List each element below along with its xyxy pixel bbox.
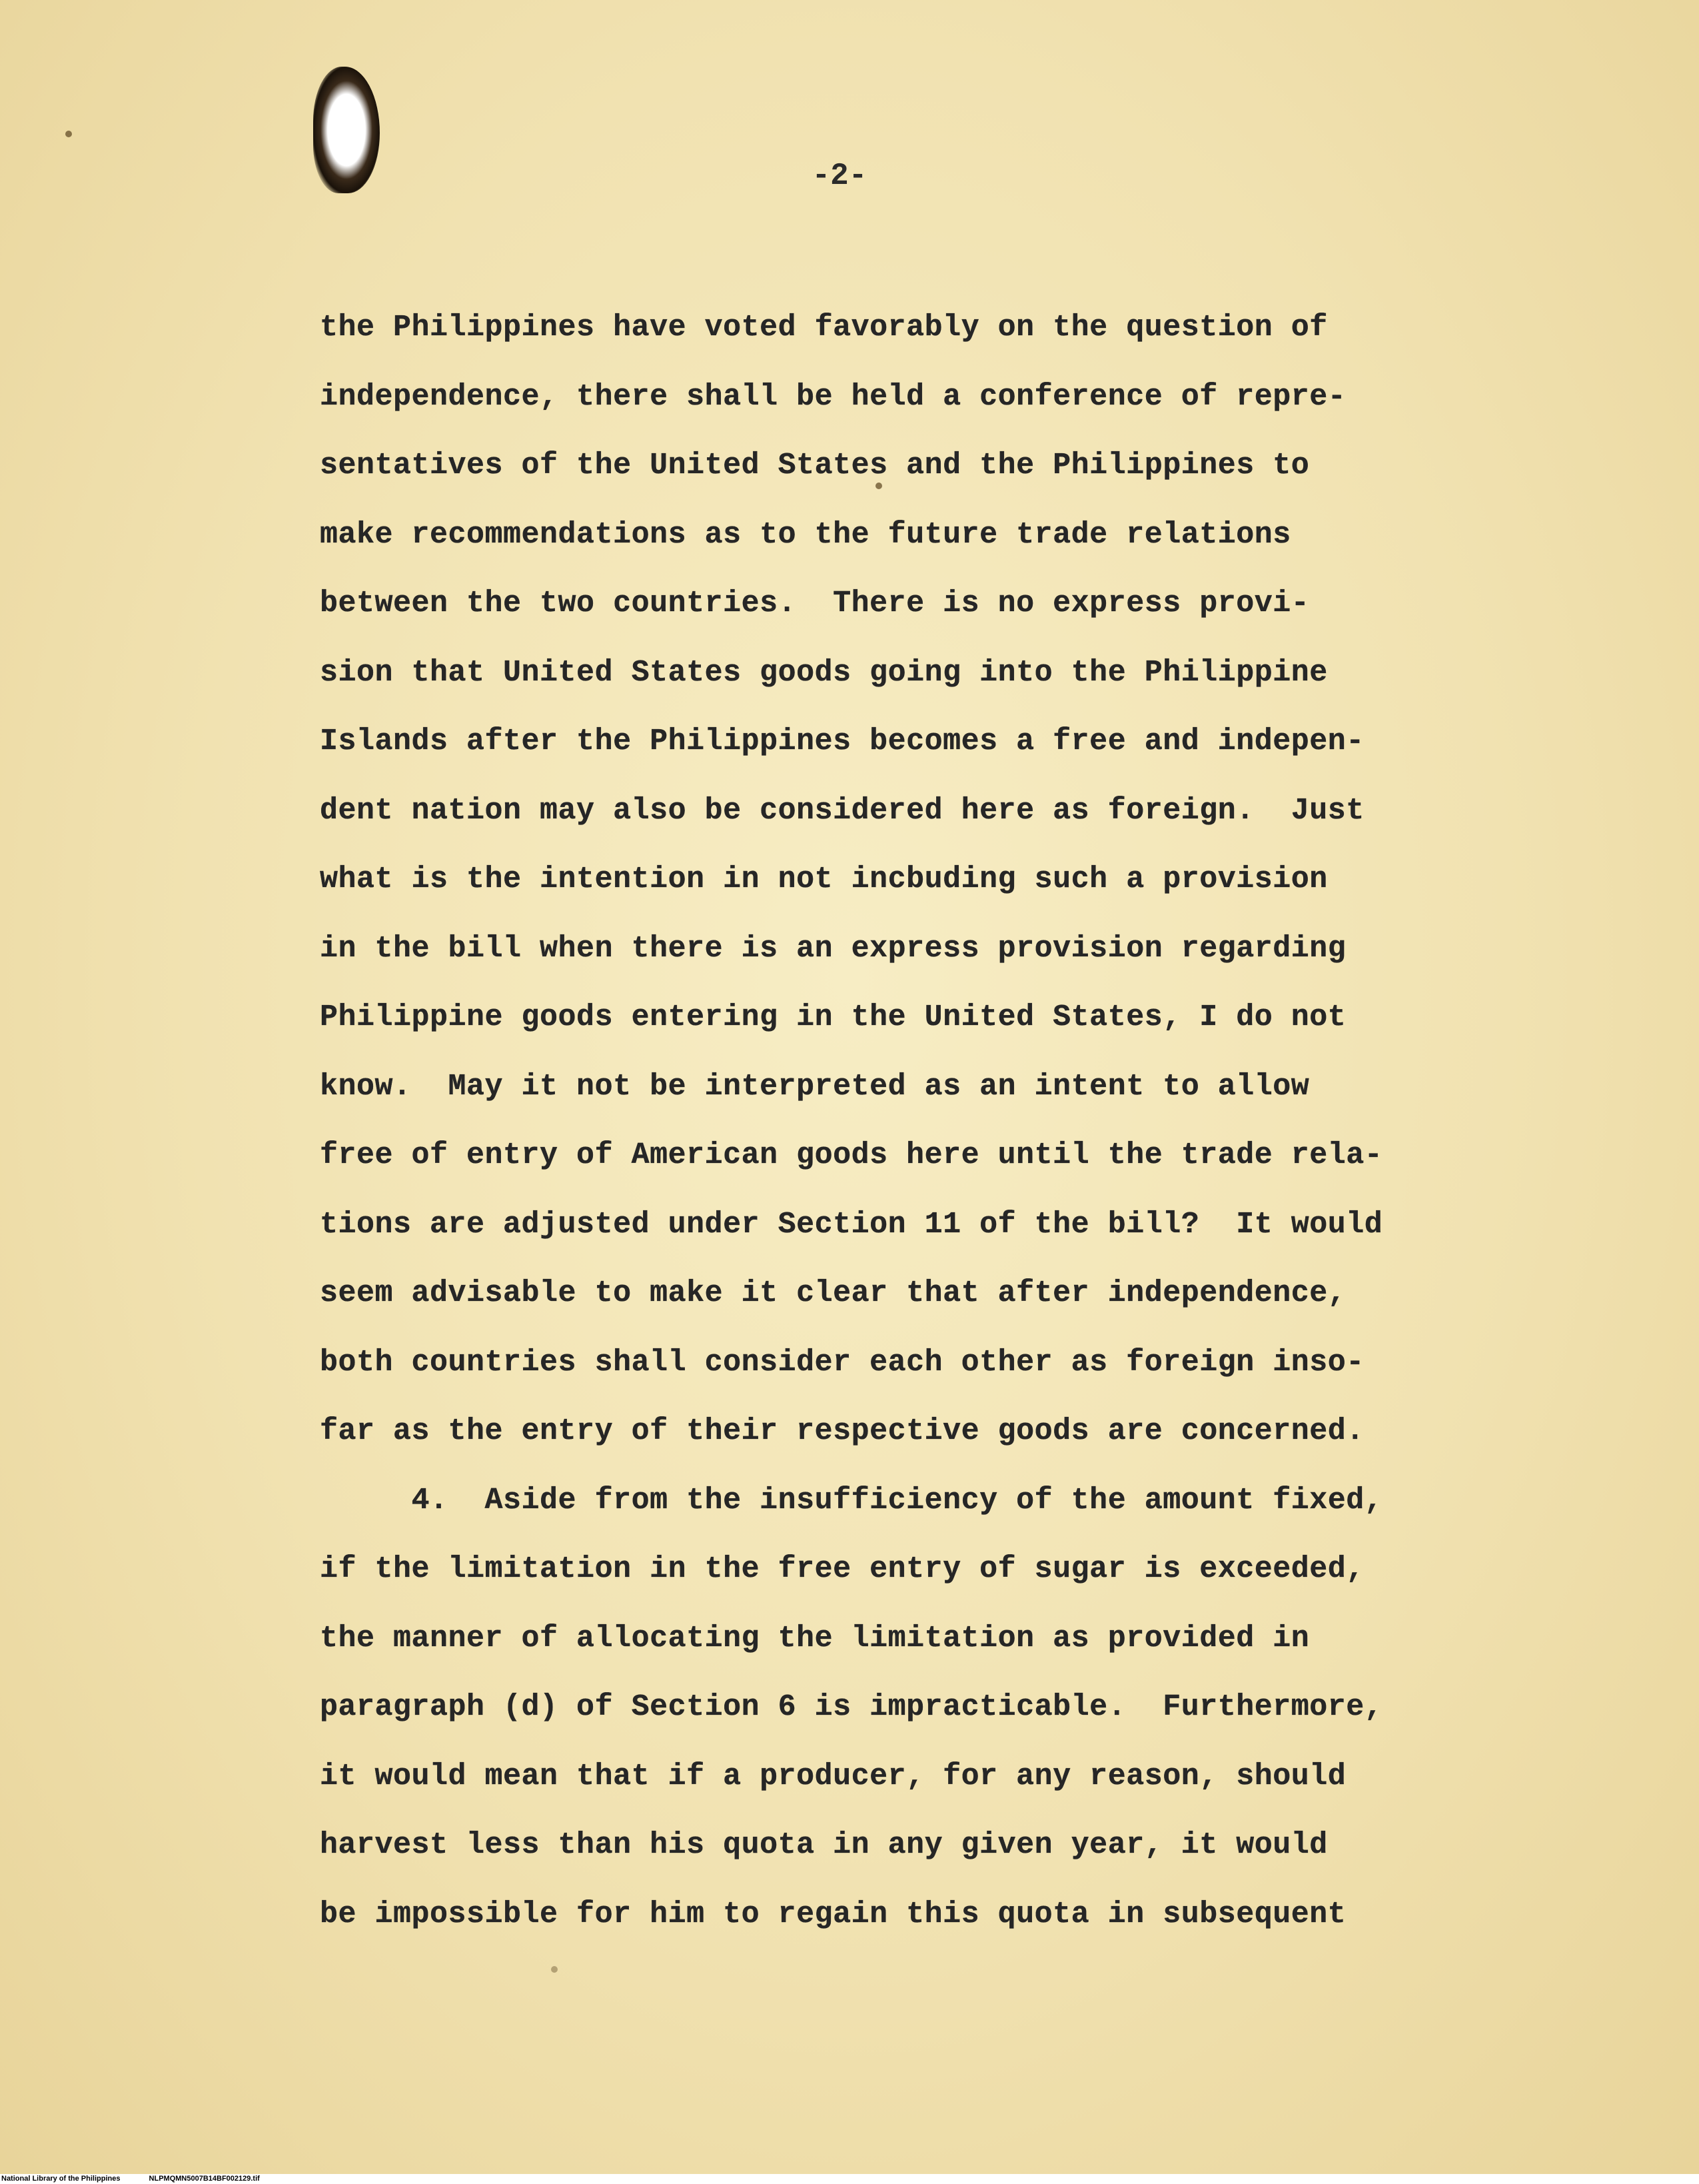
text-line: 4. Aside from the insufficiency of the amount fixed, bbox=[320, 1483, 1383, 1518]
text-line: sentatives of the United States and the Philippines to bbox=[320, 449, 1310, 483]
text-line: free of entry of American goods here until the trade rela- bbox=[320, 1138, 1383, 1172]
burn-hole bbox=[313, 67, 380, 193]
text-line: Philippine goods entering in the United States, I do not bbox=[320, 1000, 1347, 1034]
text-line: it would mean that if a producer, for any reason, should bbox=[320, 1759, 1347, 1793]
file-name: NLPMQMN5007B14BF002129.tif bbox=[149, 2175, 260, 2183]
text-line: far as the entry of their respective goods are concerned. bbox=[320, 1414, 1365, 1448]
library-name: National Library of the Philippines bbox=[1, 2175, 121, 2183]
page-number: -2- bbox=[812, 159, 867, 193]
text-line: paragraph (d) of Section 6 is impracticable. Furthermore, bbox=[320, 1690, 1383, 1724]
text-line: sion that United States goods going into the Philippine bbox=[320, 655, 1328, 690]
text-line: the manner of allocating the limitation as provided in bbox=[320, 1621, 1310, 1655]
text-line: seem advisable to make it clear that after independence, bbox=[320, 1276, 1347, 1310]
paper-speck bbox=[551, 1966, 558, 1973]
body-text bbox=[320, 293, 1599, 1949]
text-line: know. May it not be interpreted as an intent to allow bbox=[320, 1069, 1310, 1104]
text-line: between the two countries. There is no express provi- bbox=[320, 586, 1310, 620]
text-line: make recommendations as to the future trade relations bbox=[320, 517, 1291, 552]
text-line: in the bill when there is an express provision regarding bbox=[320, 931, 1347, 966]
text-line: be impossible for him to regain this quota in subsequent bbox=[320, 1897, 1347, 1931]
text-line: harvest less than his quota in any given year, it would bbox=[320, 1828, 1328, 1862]
scan-footer bbox=[0, 2174, 1699, 2184]
paper-speck bbox=[65, 131, 72, 137]
text-line: both countries shall consider each other as foreign inso- bbox=[320, 1345, 1365, 1380]
text-line: Islands after the Philippines becomes a free and indepen- bbox=[320, 724, 1365, 758]
text-line: what is the intention in not incbuding such a provision bbox=[320, 862, 1328, 896]
text-line: tions are adjusted under Section 11 of the bill? It would bbox=[320, 1207, 1383, 1242]
text-line: independence, there shall be held a conference of repre- bbox=[320, 379, 1347, 414]
text-line: dent nation may also be considered here as foreign. Just bbox=[320, 793, 1365, 828]
text-line: if the limitation in the free entry of sugar is exceeded, bbox=[320, 1552, 1365, 1586]
text-line: the Philippines have voted favorably on the question of bbox=[320, 311, 1328, 345]
